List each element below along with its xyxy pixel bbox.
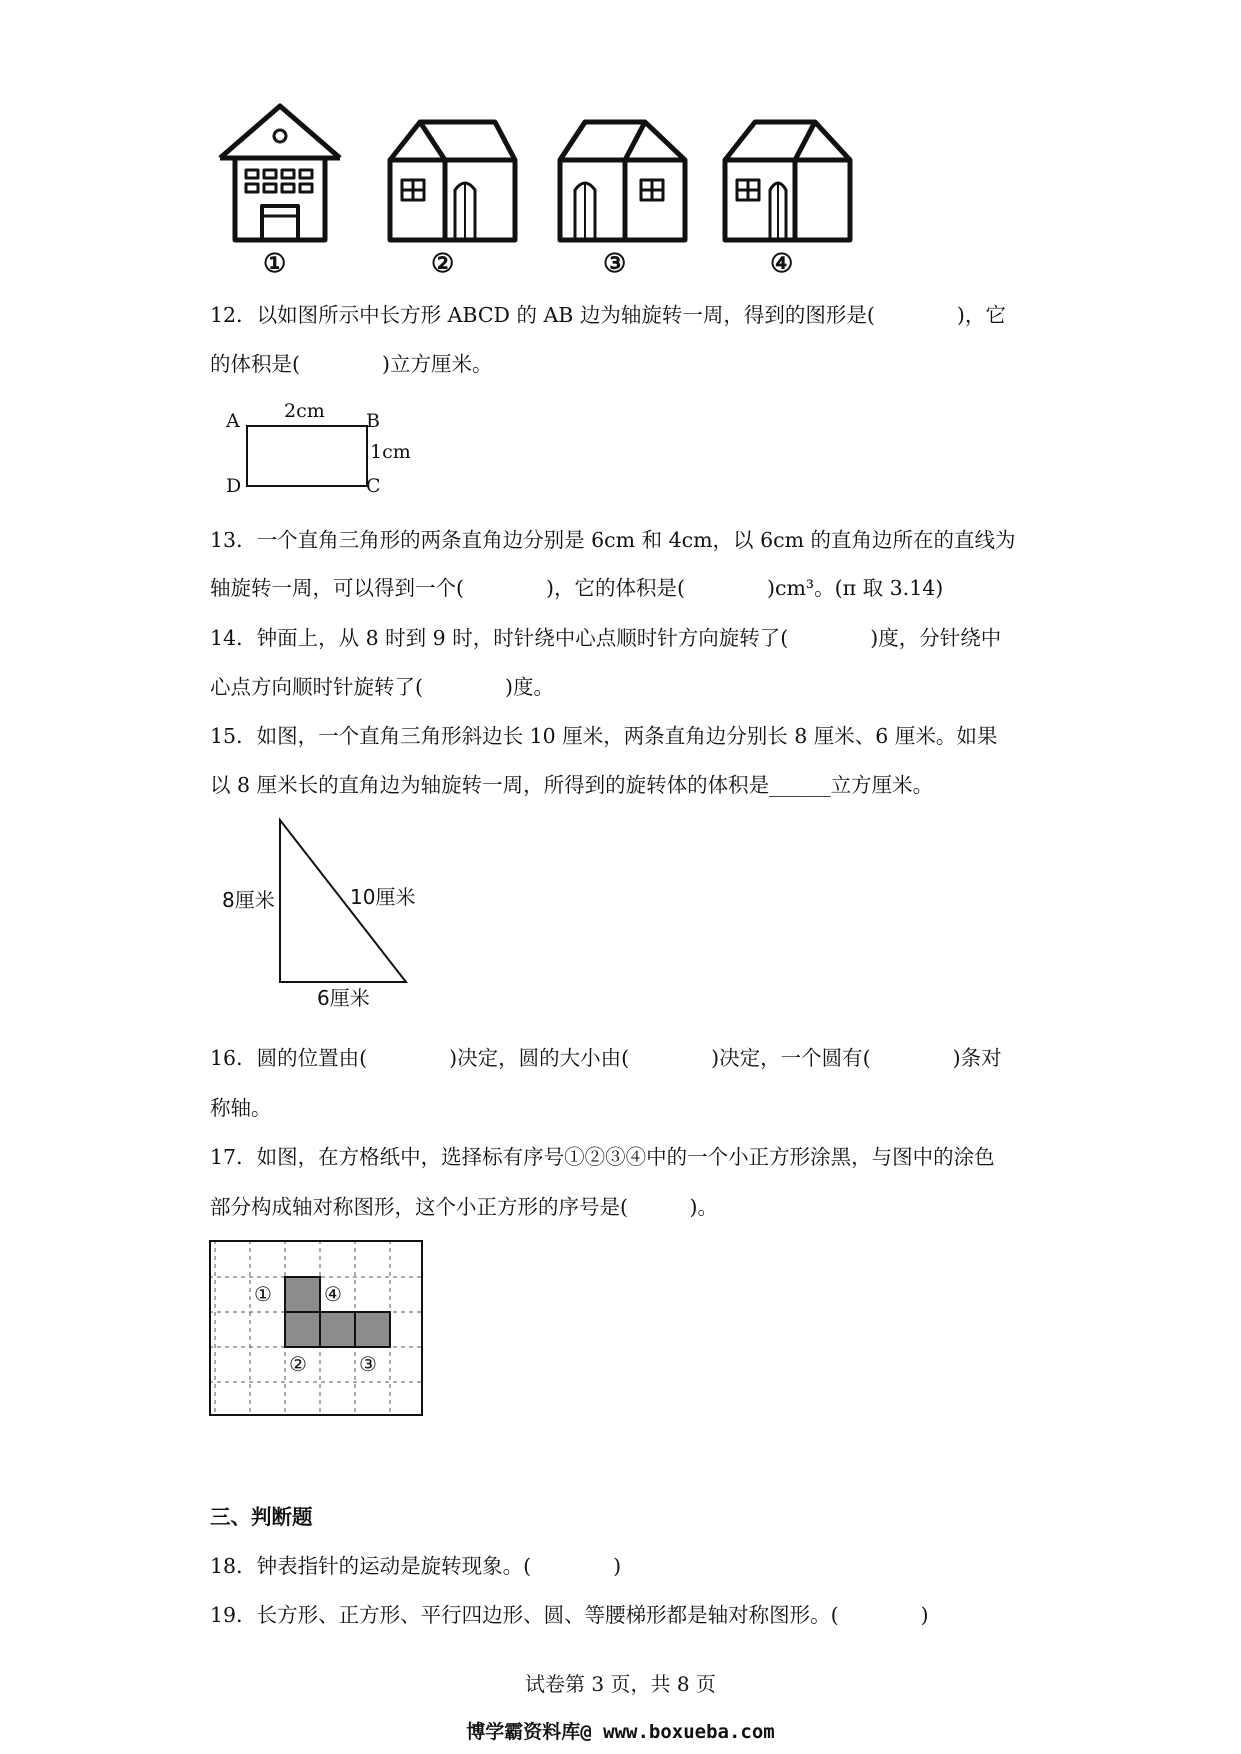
- rect-label-b: B: [366, 410, 380, 432]
- rect-label-right: 1cm: [370, 441, 411, 463]
- q19-line: 19．长方形、正方形、平行四边形、圆、等腰梯形都是轴对称图形。( ): [210, 1603, 929, 1627]
- q16-line1: 16．圆的位置由( )决定，圆的大小由( )决定，一个圆有( )条对: [210, 1046, 1002, 1070]
- shaded-square: [320, 1312, 355, 1347]
- shaded-square: [285, 1277, 320, 1312]
- triangle-label-bottom: 6厘米: [317, 986, 370, 1010]
- rect-label-a: A: [226, 410, 240, 432]
- house-view-3: [560, 122, 685, 240]
- house-label-3: ③: [603, 249, 627, 279]
- q14-line1: 14．钟面上，从 8 时到 9 时，时针绕中心点顺时针方向旋转了( )度，分针绕中: [210, 626, 1002, 650]
- grid-label-3: ③: [359, 1352, 377, 1376]
- page-number: 试卷第 3 页，共 8 页: [525, 1672, 716, 1696]
- q15-line2: 以 8 厘米长的直角边为轴旋转一周，所得到的旋转体的体积是______立方厘米。: [210, 773, 934, 797]
- rect-label-d: D: [226, 475, 242, 497]
- q18-line: 18．钟表指针的运动是旋转现象。( ): [210, 1554, 622, 1578]
- watermark: 博学霸资料库@ www.boxueba.com: [466, 1721, 775, 1743]
- house-label-1: ①: [263, 249, 287, 279]
- q17-line2: 部分构成轴对称图形，这个小正方形的序号是( )。: [210, 1195, 718, 1219]
- rect-label-top: 2cm: [284, 400, 325, 422]
- q17-line1: 17．如图，在方格纸中，选择标有序号①②③④中的一个小正方形涂黑，与图中的涂色: [210, 1145, 995, 1169]
- house-label-4: ④: [770, 249, 794, 279]
- house-front-view: [220, 106, 340, 240]
- q14-line2: 心点方向顺时针旋转了( )度。: [210, 675, 554, 699]
- q13-line2: 轴旋转一周，可以得到一个( )，它的体积是( )cm³。(π 取 3.14): [210, 576, 944, 600]
- q16-line2: 称轴。: [210, 1096, 272, 1120]
- q12-line2: 的体积是( )立方厘米。: [210, 352, 493, 376]
- grid-label-4: ④: [324, 1282, 342, 1306]
- shaded-square: [355, 1312, 390, 1347]
- grid-label-1: ①: [254, 1282, 272, 1306]
- grid-label-2: ②: [289, 1352, 307, 1376]
- house-label-2: ②: [431, 249, 455, 279]
- triangle-label-left: 8厘米: [222, 888, 275, 912]
- shaded-square: [285, 1312, 320, 1347]
- rectangle-abcd-figure: [245, 424, 370, 489]
- rect-label-c: C: [366, 475, 381, 497]
- house-view-2: [390, 122, 515, 240]
- q12-line1: 12．以如图所示中长方形 ABCD 的 AB 边为轴旋转一周，得到的图形是( )，它: [210, 303, 1006, 327]
- house-view-4: [725, 122, 850, 240]
- grid-figure: [209, 1240, 423, 1416]
- triangle-label-hyp: 10厘米: [350, 885, 416, 909]
- q15-line1: 15．如图，一个直角三角形斜边长 10 厘米，两条直角边分别长 8 厘米、6 厘米。如果: [210, 724, 998, 748]
- section-3-heading: 三、判断题: [210, 1505, 313, 1529]
- q13-line1: 13．一个直角三角形的两条直角边分别是 6cm 和 4cm，以 6cm 的直角边所在的直线为: [210, 528, 1016, 552]
